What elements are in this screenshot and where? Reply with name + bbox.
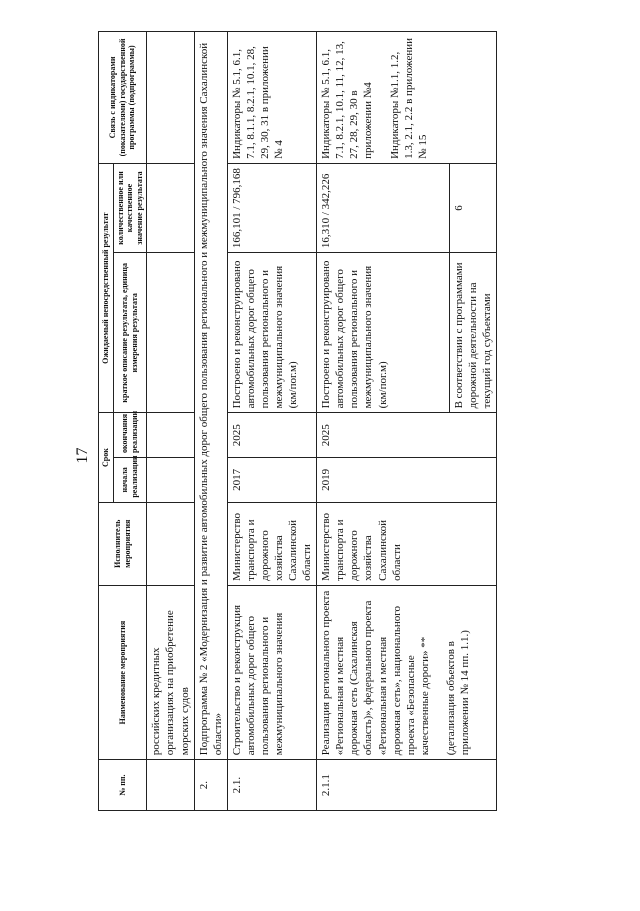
cell-name	[317, 585, 497, 759]
cell-result-desc: Построено и реконструировано автомобильных дорог общего пользования регионального и межмуниципального значения (км/пог.м)	[227, 253, 316, 413]
cell-empty	[147, 163, 194, 252]
cell-empty	[147, 253, 194, 413]
cell-name: Строительство и реконструкция автомобильных дорог общего пользования регионального и межмуниципального значения	[227, 585, 316, 759]
cell-empty	[147, 502, 194, 585]
cell-number: 2.	[194, 760, 227, 811]
cell-empty	[147, 413, 194, 458]
col-header-result-qty: количественное или качественное значение результата	[113, 163, 147, 252]
cell-term-end: 2025	[317, 413, 497, 458]
cell-result-desc: В соответствии с программами дорожной деятельности на текущий год субъектами	[450, 253, 497, 413]
cell-executor: Министерство транспорта и дорожного хозяйства Сахалинской области	[317, 502, 497, 585]
cell-number: 2.1.1	[317, 760, 497, 811]
cell-name-detail: (детализация объектов в приложении № 14 пп. 1.1.)	[444, 630, 471, 756]
table-row-subprogram-2	[194, 32, 227, 811]
cell-result-qty: 16,310 / 342,226	[317, 163, 450, 252]
table-header-row	[99, 32, 114, 811]
col-header-term: Срок	[99, 413, 114, 502]
col-header-term-end: окончания реализации	[113, 413, 147, 458]
page-number: 17	[74, 447, 91, 464]
cell-empty	[147, 458, 194, 503]
cell-empty	[147, 32, 194, 164]
col-header-result-desc: краткое описание результата, единица измерения результата	[113, 253, 147, 413]
col-header-term-start: начала реализации	[113, 458, 147, 503]
cell-subprogram-title: Подпрограмма № 2 «Модернизация и развитие автомобильных дорог общего пользования регионального и межмуниципального значения Сахалинской области»	[194, 32, 227, 760]
col-header-number: № пп.	[99, 760, 147, 811]
measures-table	[98, 31, 497, 811]
cell-name-text: Реализация регионального проекта «Региональная и местная дорожная сеть (Сахалинская область)», федерального проекта «Региональная и местная дорожная сеть», национального проекта «Безопасные качественные дороги» **	[320, 590, 431, 756]
cell-result-qty: 6	[450, 163, 497, 252]
cell-empty	[147, 760, 194, 811]
cell-link-2: Индикаторы №1.1, 1.2, 1.3, 2.1, 2.2 в приложении № 15	[388, 37, 429, 159]
cell-executor: Министерство транспорта и дорожного хозяйства Сахалинской области	[227, 502, 316, 585]
col-header-executor: Исполнитель мероприятия	[99, 502, 147, 585]
cell-term-start: 2019	[317, 458, 497, 503]
table-row-2-1-1	[317, 32, 450, 811]
cell-term-end: 2025	[227, 413, 316, 458]
table-row-2-1	[227, 32, 316, 811]
cell-link	[317, 32, 497, 164]
cell-term-start: 2017	[227, 458, 316, 503]
col-header-name: Наименование мероприятия	[99, 585, 147, 759]
col-header-link: Связь с индикаторами (показателями) государственной программы (подпрограммы)	[99, 32, 147, 164]
cell-result-desc: Построено и реконструировано автомобильных дорог общего пользования регионального и межмуниципального значения (км/пог.м)	[317, 253, 450, 413]
cell-link: Индикаторы № 5.1, 6.1, 7.1, 8.1.1, 8.2.1, 10.1, 28, 29, 30, 31 в приложении № 4	[227, 32, 316, 164]
cell-number: 2.1.	[227, 760, 316, 811]
cell-result-qty: 166,101 / 796,168	[227, 163, 316, 252]
table-row-continuation	[147, 32, 194, 811]
cell-link-1: Индикаторы № 5.1, 6.1, 7.1, 8.2.1, 10.1, 11, 12, 13, 27, 28, 29, 30 в приложении №4	[320, 41, 375, 159]
cell-name: российских кредитных организациях на приобретение морских судов	[147, 585, 194, 759]
col-header-result: Ожидаемый непосредственный результат	[99, 163, 114, 413]
